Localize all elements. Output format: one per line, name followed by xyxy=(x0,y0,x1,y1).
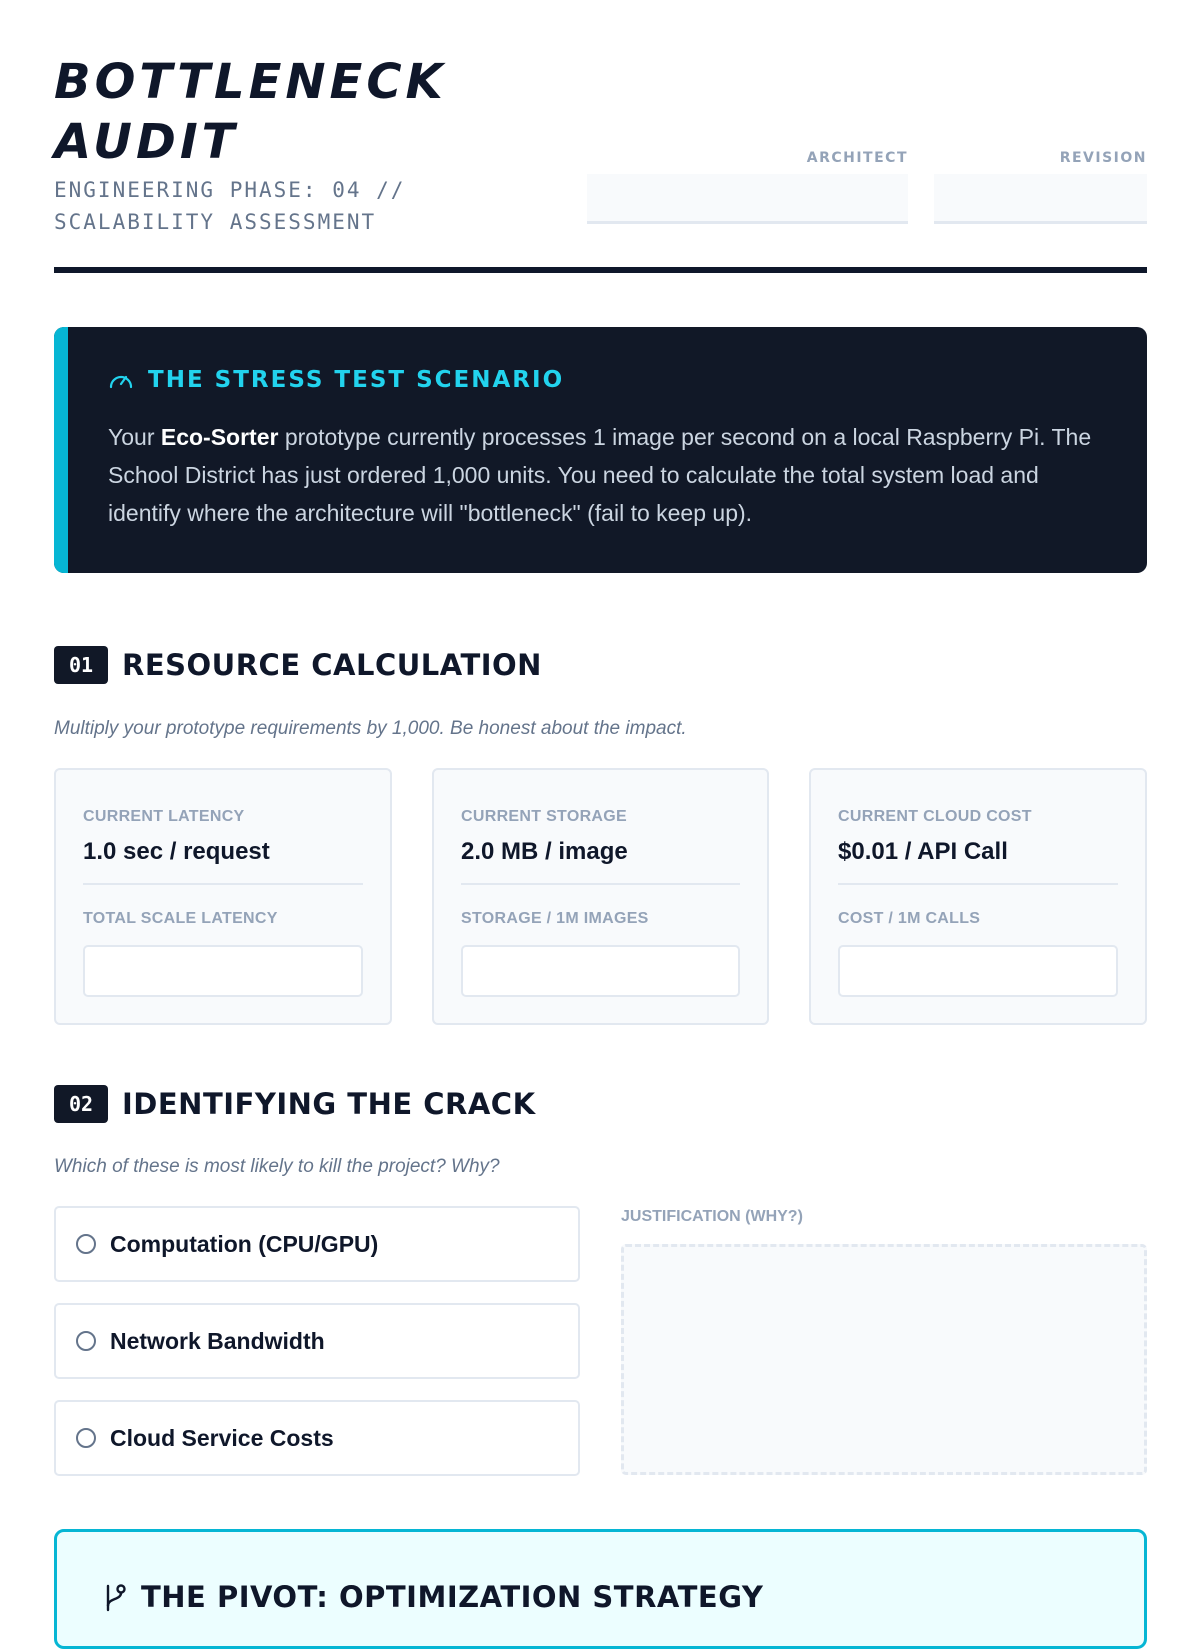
total-cost-input[interactable] xyxy=(838,945,1118,997)
current-latency-label: CURRENT LATENCY xyxy=(83,808,245,825)
current-latency-value: 1.0 sec / request xyxy=(83,838,270,865)
card-divider xyxy=(83,883,363,885)
option-label: Computation (CPU/GPU) xyxy=(110,1230,379,1257)
option-computation[interactable] xyxy=(54,1206,580,1282)
radio-button[interactable] xyxy=(76,1331,96,1351)
option-label: Cloud Service Costs xyxy=(110,1424,334,1451)
section-01-badge: 01 xyxy=(54,646,108,684)
architect-label: ARCHITECT xyxy=(806,150,908,166)
scenario-text-prefix: Your xyxy=(108,424,161,450)
latency-card xyxy=(54,768,392,1025)
scenario-accent-bar xyxy=(54,327,68,573)
current-storage-value: 2.0 MB / image xyxy=(461,838,628,865)
option-network-bandwidth[interactable] xyxy=(54,1303,580,1379)
git-branch-icon xyxy=(101,1582,129,1612)
page-title: BOTTLENECK AUDIT xyxy=(54,54,447,170)
architect-field xyxy=(587,150,908,224)
total-latency-input[interactable] xyxy=(83,945,363,997)
section-02-badge: 02 xyxy=(54,1085,108,1123)
cost-card xyxy=(809,768,1147,1025)
pivot-title: THE PIVOT: OPTIMIZATION STRATEGY xyxy=(141,1580,764,1614)
card-divider xyxy=(461,883,740,885)
section-02-note: Which of these is most likely to kill the project? Why? xyxy=(54,1156,500,1177)
section-02-title: IDENTIFYING THE CRACK xyxy=(122,1087,536,1121)
option-label: Network Bandwidth xyxy=(110,1327,325,1354)
scenario-text xyxy=(108,418,1108,532)
total-cost-label: COST / 1M CALLS xyxy=(838,910,981,927)
section-01-header xyxy=(54,646,542,684)
pivot-header xyxy=(101,1580,763,1614)
card-divider xyxy=(838,883,1118,885)
total-storage-input[interactable] xyxy=(461,945,740,997)
worksheet-page xyxy=(54,0,1147,1614)
header xyxy=(54,0,1147,275)
radio-button[interactable] xyxy=(76,1428,96,1448)
page-subtitle: ENGINEERING PHASE: 04 // SCALABILITY ASSESSMENT xyxy=(54,178,406,234)
current-cost-label: CURRENT CLOUD COST xyxy=(838,808,1032,825)
scenario-header xyxy=(108,367,564,393)
revision-label: REVISION xyxy=(1059,150,1147,166)
revision-input[interactable] xyxy=(934,174,1147,224)
architect-input[interactable] xyxy=(587,174,908,224)
justification-textarea[interactable] xyxy=(621,1244,1147,1475)
radio-button[interactable] xyxy=(76,1234,96,1254)
scenario-text-suffix: prototype currently processes 1 image per second on a local Raspberry Pi. The School District has just ordered 1,000 units. You need to calculate the total system load and identify where the architecture will "bottleneck" (fail to keep up). xyxy=(108,424,1092,526)
section-01-note: Multiply your prototype requirements by 1,000. Be honest about the impact. xyxy=(54,718,687,739)
scenario-box xyxy=(54,327,1147,573)
option-cloud-costs[interactable] xyxy=(54,1400,580,1476)
pivot-box xyxy=(54,1529,1147,1649)
current-storage-label: CURRENT STORAGE xyxy=(461,808,627,825)
gauge-icon xyxy=(108,368,134,392)
revision-field xyxy=(934,150,1147,224)
storage-card xyxy=(432,768,769,1025)
justification-label: JUSTIFICATION (WHY?) xyxy=(621,1208,803,1225)
total-latency-label: TOTAL SCALE LATENCY xyxy=(83,910,278,927)
header-divider xyxy=(54,267,1147,273)
product-name: Eco-Sorter xyxy=(160,424,279,450)
section-02-header xyxy=(54,1085,536,1123)
total-storage-label: STORAGE / 1M IMAGES xyxy=(461,910,649,927)
scenario-title: THE STRESS TEST SCENARIO xyxy=(148,367,565,393)
current-cost-value: $0.01 / API Call xyxy=(838,838,1008,865)
section-01-title: RESOURCE CALCULATION xyxy=(122,648,542,682)
